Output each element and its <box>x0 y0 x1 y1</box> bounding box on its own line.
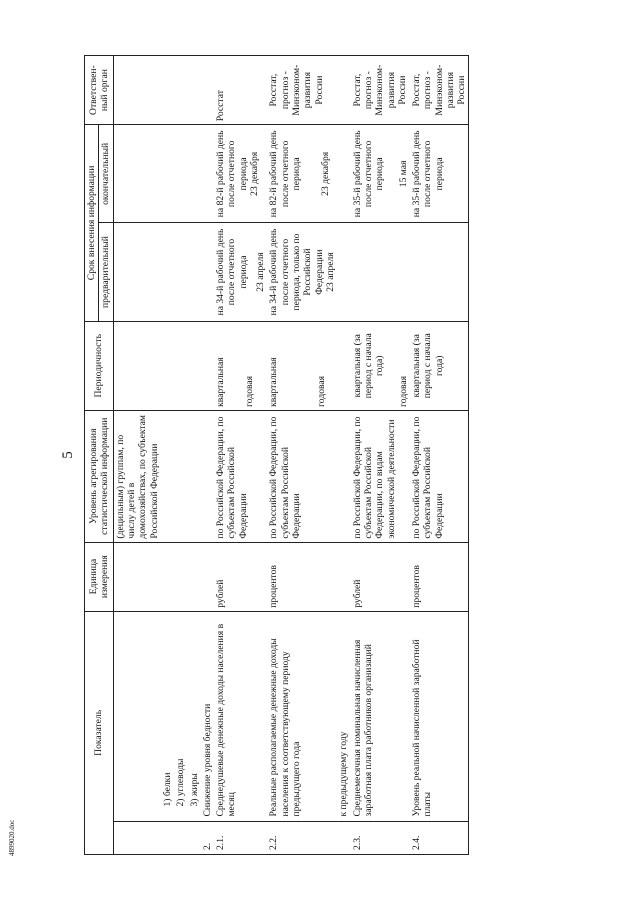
row-unit: процентов <box>267 542 350 611</box>
header-preliminary: предварительный <box>99 223 113 321</box>
statistics-table <box>84 55 469 855</box>
table-row <box>351 56 410 855</box>
row-unit: рублей <box>214 542 267 611</box>
table-row <box>113 56 161 855</box>
row-preliminary: на 34-й рабочий день после отчетного периода <box>215 228 249 316</box>
row-final: на 35-й рабочий день после отчетного периода <box>351 130 386 218</box>
row-periodicity: квартальная (за период с начала года) <box>410 321 469 410</box>
row-responsible: Росстат, прогноз - Минэконом-развития России <box>267 56 350 125</box>
header-periodicity: Периодичность <box>85 321 114 410</box>
header-indicator: Показатель <box>85 611 114 854</box>
row-number: 2. <box>201 821 214 854</box>
table-header-row <box>85 56 99 855</box>
row-responsible: Росстат, прогноз - Минэконом-развития России <box>351 56 410 125</box>
row-preliminary: на 34-й рабочий день после отчетного периода, только по Российской Федерации <box>268 228 325 316</box>
row-indicator: Уровень реальной начисленной заработной платы <box>410 611 469 821</box>
header-aggregation: Уровень агрегирования статистической информации <box>85 410 114 542</box>
table-row <box>201 56 214 855</box>
row-preliminary <box>351 223 410 321</box>
row-number: 2.2. <box>267 821 350 854</box>
row-indicator-annual: к предыдущему году <box>338 731 350 817</box>
row-aggregation: (децильным) группам, по числу детей в домохозяйствах, по субъектам Российской Федерации <box>113 410 161 542</box>
header-unit: Единица измерения <box>85 542 114 611</box>
row-number: 2.4. <box>410 821 469 854</box>
row-number: 2.1. <box>214 821 267 854</box>
row-final-annual: 23 декабря <box>249 151 261 196</box>
page-number: 5 <box>60 451 76 459</box>
row-periodicity-annual: годовая <box>397 375 409 407</box>
table-row <box>410 56 469 855</box>
row-periodicity: квартальная <box>268 357 280 407</box>
row-indicator: 2) углеводы <box>174 611 187 821</box>
row-aggregation: по Российской Федерации, по субъектам Российской Федерации <box>214 410 267 542</box>
row-number <box>113 821 161 854</box>
row-final-annual: 23 декабря <box>320 151 332 196</box>
row-number: 2.3. <box>351 821 410 854</box>
row-indicator <box>113 611 161 821</box>
row-periodicity-annual: годовая <box>244 375 256 407</box>
row-periodicity: квартальная <box>215 357 227 407</box>
row-preliminary <box>113 223 161 321</box>
row-indicator: 1) белки <box>161 611 174 821</box>
row-indicator: Реальные располагаемые денежные доходы населения к соответствующему периоду предыдущего года <box>268 638 302 817</box>
row-final: на 82-й рабочий день после отчетного периода <box>215 130 249 218</box>
header-final: окончательный <box>99 125 113 223</box>
row-unit: процентов <box>410 542 469 611</box>
row-periodicity: квартальная (за период с начала года) <box>351 333 386 399</box>
row-number <box>161 821 174 854</box>
row-responsible: Росстат, прогноз - Минэконом-развития России <box>410 56 469 125</box>
row-periodicity-annual: годовая <box>315 375 327 407</box>
header-term-group: Срок внесения информации <box>85 125 99 321</box>
row-indicator: 3) жиры <box>188 611 201 821</box>
table-row <box>267 56 350 855</box>
table-row <box>161 56 174 855</box>
document-code: 4899020.doc <box>8 819 16 856</box>
row-responsible <box>113 56 161 125</box>
row-aggregation: по Российской Федерации, по субъектам Российской Федерации <box>410 410 469 542</box>
rotated-document-page <box>56 55 616 855</box>
row-preliminary-annual: 23 апреля <box>324 252 336 292</box>
row-number <box>174 821 187 854</box>
row-preliminary-annual: 23 апреля <box>255 252 267 292</box>
row-indicator: Среднедушевые денежные доходы населения в месяц <box>214 611 267 821</box>
header-responsible: Ответствен-ный орган <box>85 56 114 125</box>
row-final: на 82-й рабочий день после отчетного периода <box>268 130 302 218</box>
row-periodicity <box>113 321 161 410</box>
row-indicator: Снижение уровня бедности <box>201 611 214 821</box>
row-responsible: Росстат <box>214 56 267 125</box>
row-aggregation: по Российской Федерации, по субъектам Российской Федерации, по видам экономической деятельности <box>351 410 410 542</box>
row-unit <box>113 542 161 611</box>
row-number <box>188 821 201 854</box>
row-final: на 35-й рабочий день после отчетного периода <box>410 125 469 223</box>
row-final <box>113 125 161 223</box>
table-row <box>174 56 187 855</box>
row-preliminary <box>410 223 469 321</box>
row-aggregation: по Российской Федерации, по субъектам Российской Федерации <box>267 410 350 542</box>
row-indicator: Среднемесячная номинальная начисленная заработная плата работников организаций <box>351 611 410 821</box>
table-row <box>188 56 201 855</box>
row-final-annual: 15 мая <box>397 160 409 188</box>
table-row <box>214 56 267 855</box>
row-unit: рублей <box>351 542 410 611</box>
